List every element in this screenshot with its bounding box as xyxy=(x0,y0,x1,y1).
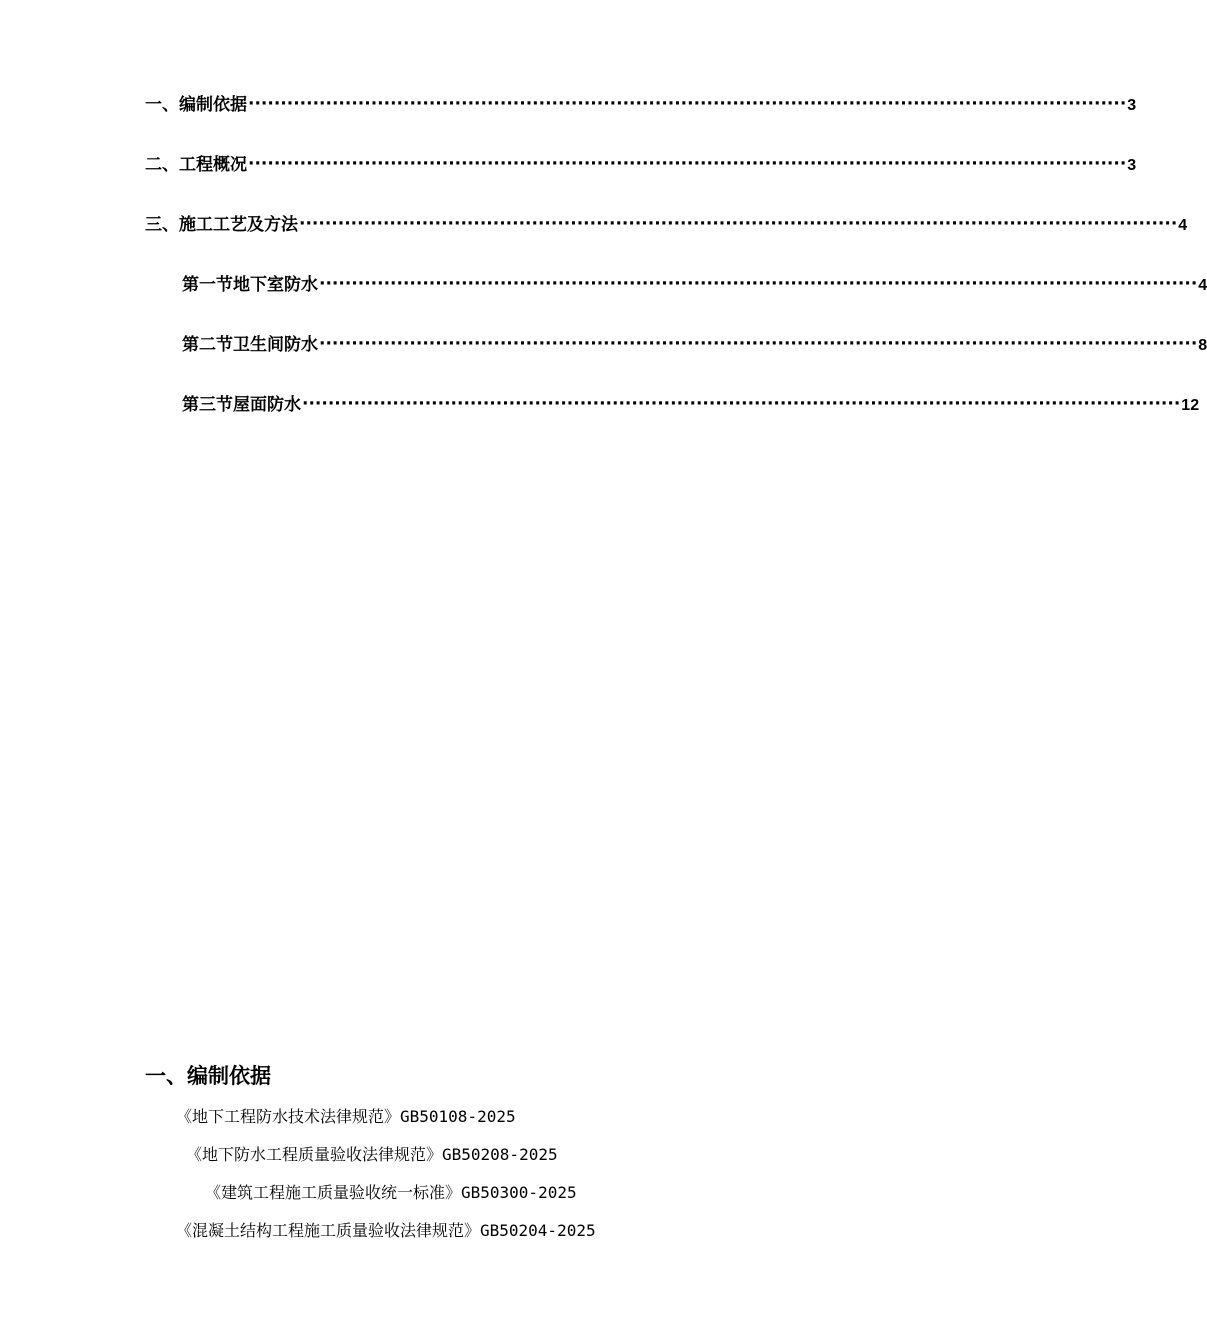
toc-entry-page: 3 xyxy=(1127,157,1137,174)
toc-entry-title: 第一节地下室防水 xyxy=(182,275,318,295)
toc-leader-dots: ········································································································································ xyxy=(319,334,1198,354)
toc-leader-dots: ········································································································································ xyxy=(299,214,1178,234)
toc-entry-page: 4 xyxy=(1178,217,1188,234)
toc-entry-page: 12 xyxy=(1181,397,1200,414)
toc-entry-page: 8 xyxy=(1198,337,1207,354)
toc-entry[interactable] xyxy=(182,334,1207,356)
section-heading: 一、编制依据 xyxy=(145,1064,271,1088)
reference-item: 《地下工程防水技术法律规范》GB50108-2025 xyxy=(176,1107,516,1126)
reference-item: 《建筑工程施工质量验收统一标准》GB50300-2025 xyxy=(205,1183,577,1202)
toc-leader-dots: ········································································································································ xyxy=(248,154,1127,174)
toc-entry-page: 3 xyxy=(1127,97,1137,114)
toc-entry[interactable] xyxy=(182,394,1200,416)
toc-entry-title: 三、施工工艺及方法 xyxy=(145,215,298,235)
toc-entry-title: 第三节屋面防水 xyxy=(182,395,301,415)
toc-entry-title: 二、工程概况 xyxy=(145,155,247,175)
toc-entry[interactable] xyxy=(145,154,1137,176)
toc-leader-dots: ········································································································································ xyxy=(302,394,1181,414)
toc-entry-title: 第二节卫生间防水 xyxy=(182,335,318,355)
toc-entry[interactable] xyxy=(145,214,1188,236)
toc-entry[interactable] xyxy=(145,94,1137,116)
toc-entry-page: 4 xyxy=(1198,277,1207,294)
reference-item: 《地下防水工程质量验收法律规范》GB50208-2025 xyxy=(186,1145,558,1164)
toc-entry-title: 一、编制依据 xyxy=(145,95,247,115)
toc-leader-dots: ········································································································································ xyxy=(248,94,1127,114)
toc-leader-dots: ········································································································································ xyxy=(319,274,1198,294)
toc-entry[interactable] xyxy=(182,274,1207,296)
reference-item: 《混凝土结构工程施工质量验收法律规范》GB50204-2025 xyxy=(176,1221,596,1240)
